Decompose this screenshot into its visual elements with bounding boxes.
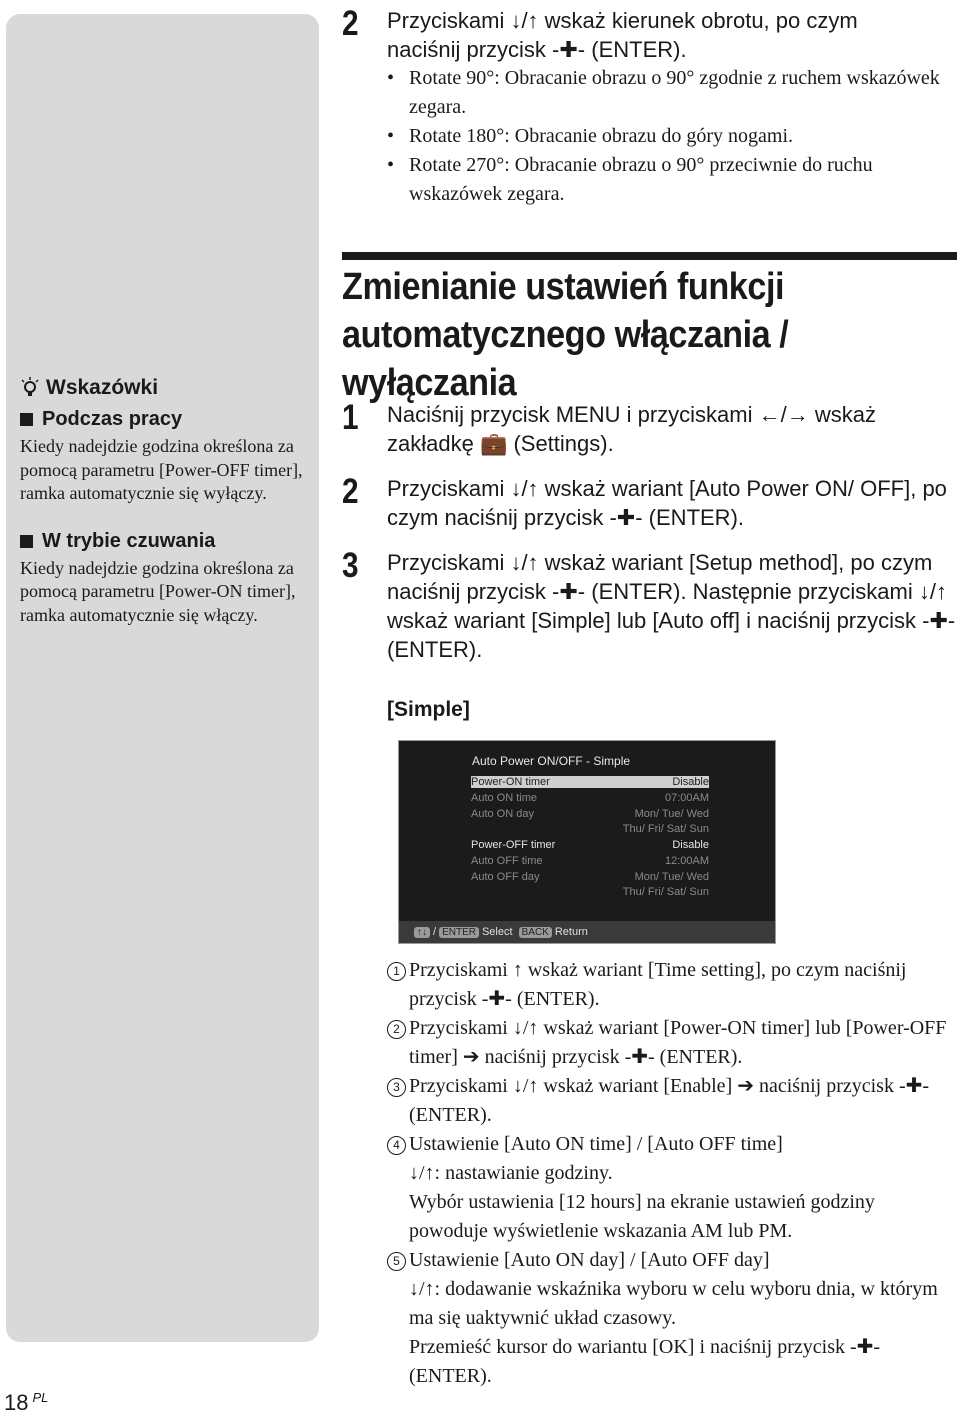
substep-3: 3 Przyciskami ↓/↑ wskaż wariant [Enable] ➔ naciśnij przycisk -✚- (ENTER).: [387, 1072, 947, 1130]
lightbulb-icon: [20, 377, 40, 399]
substep-4: 4 Ustawienie [Auto ON time] / [Auto OFF time] ↓/↑: nastawianie godziny. Wybór ustawienia [12 hours] na ekranie ustawień godziny powoduje wyświetlenie wskazania AM lub PM.: [387, 1130, 947, 1246]
square-bullet-icon: [20, 535, 33, 548]
enter-key-icon: ENTER: [439, 927, 479, 938]
tips-sub2-title: W trybie czuwania: [20, 530, 305, 553]
tips-sub2-text: Kiedy nadejdzie godzina określona za pomocą parametru [Power-ON timer], ramka automatycznie się włączy.: [20, 557, 296, 625]
tips-sub1-title: Podczas pracy: [20, 408, 305, 431]
step-2: 2 Przyciskami ↓/↑ wskaż wariant [Auto Power ON/ OFF], po czym naciśnij przycisk -✚- (ENTER).: [342, 472, 947, 530]
screen-footer: ↑↓ / ENTER Select BACK Return: [399, 921, 775, 943]
screen-row: Auto ON time 07:00AM: [471, 792, 709, 804]
screen-row: Auto ON day Mon/ Tue/ Wed: [471, 808, 709, 820]
back-key-icon: BACK: [519, 927, 552, 938]
top-step: 2 Przyciskami ↓/↑ wskaż kierunek obrotu, po czym naciśnij przycisk -✚- (ENTER). • Rotate 90°: Obracanie obrazu o 90° zgodnie z ruchem wskazówek zegara. • Rotate 180°: Obracanie obrazu do góry nogami. • Rotate 270°: Obracanie obrazu o 90° przeciwnie do ruchu wskazówek zegara.: [342, 6, 960, 209]
simple-label: [Simple]: [387, 698, 470, 721]
section-title: Zmienianie ustawień funkcji automatycznego włączania / wyłączania: [342, 266, 789, 404]
nav-arrows-icon: ↑↓: [414, 927, 430, 938]
screen-row-power-on[interactable]: Power-ON timer Disable: [471, 776, 709, 788]
device-screen: [398, 740, 776, 944]
tips-sidebar: [6, 14, 319, 1342]
section-rule: [342, 252, 957, 260]
substep-5: 5 Ustawienie [Auto ON day] / [Auto OFF day] ↓/↑: dodawanie wskaźnika wyboru w celu wyboru dnia, w którym ma się uaktywnić układ czasowy. Przemieść kursor do wariantu [OK] i naciśnij przycisk -✚- (ENTER).: [387, 1246, 947, 1391]
screen-row: Thu/ Fri/ Sat/ Sun: [622, 823, 709, 835]
step-1: 1 Naciśnij przycisk MENU i przyciskami ←/→ wskaż zakładkę 💼 (Settings).: [342, 398, 876, 456]
substep-list: [387, 956, 947, 1391]
screen-row-power-off[interactable]: Power-OFF timer Disable: [471, 839, 709, 851]
step-3: 3 Przyciskami ↓/↑ wskaż wariant [Setup method], po czym naciśnij przycisk -✚- (ENTER). Następnie przyciskami ↓/↑ wskaż wariant [Simple] lub [Auto off] i naciśnij przycisk -✚- (ENTER).: [342, 546, 956, 662]
bullet-item: • Rotate 270°: Obracanie obrazu o 90° przeciwnie do ruchu wskazówek zegara.: [387, 154, 873, 205]
screen-row: Auto OFF time 12:00AM: [471, 855, 709, 867]
square-bullet-icon: [20, 413, 33, 426]
tips-box: [20, 376, 305, 627]
screen-title: Auto Power ON/OFF - Simple: [472, 754, 631, 768]
bullet-item: • Rotate 90°: Obracanie obrazu o 90° zgodnie z ruchem wskazówek zegara.: [387, 67, 940, 118]
tips-heading: Wskazówki: [20, 376, 305, 400]
substep-2: 2 Przyciskami ↓/↑ wskaż wariant [Power-ON timer] lub [Power-OFF timer] ➔ naciśnij przycisk -✚- (ENTER).: [387, 1014, 947, 1072]
substep-1: 1 Przyciskami ↑ wskaż wariant [Time setting], po czym naciśnij przycisk -✚- (ENTER).: [387, 956, 947, 1014]
tips-sub1-text: Kiedy nadejdzie godzina określona za pomocą parametru [Power-OFF timer], ramka automatycznie się wyłączy.: [20, 436, 303, 503]
screen-row: Thu/ Fri/ Sat/ Sun: [622, 886, 709, 898]
screen-row: Auto OFF day Mon/ Tue/ Wed: [471, 871, 709, 883]
page-number: 18 $^{PL}$: [4, 1390, 49, 1415]
bullet-item: • Rotate 180°: Obracanie obrazu do góry nogami.: [387, 125, 793, 147]
